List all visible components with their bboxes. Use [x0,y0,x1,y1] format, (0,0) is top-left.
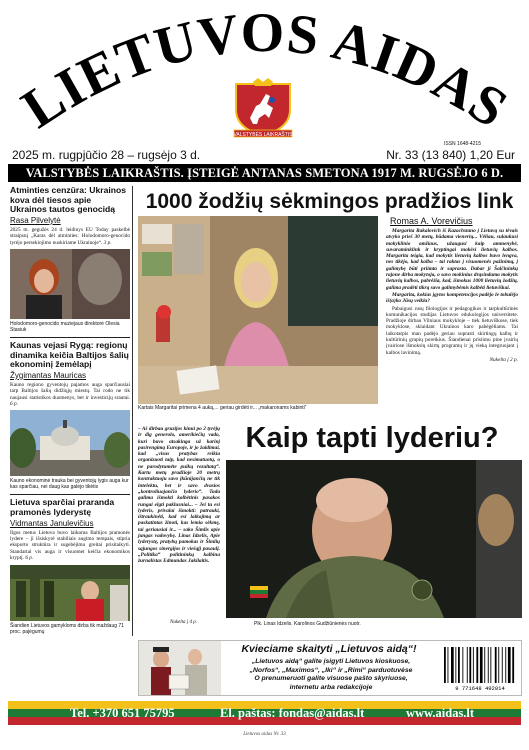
promo-title: Kvieciame skaityti „Lietuvos aidą“! [241,643,417,655]
story-body: Kauno regiono gyventojų pajamos auga sparčiausiai tarp Baltijos šalių didžiųjų miestų. Tai rodo ne tik naujausi statistikos duomenys, bet ir investicijų srautai. 6 p. [10,381,130,407]
svg-text:9 771648 492014: 9 771648 492014 [455,685,505,691]
interview-photo-caption: Plk. Linas Idzelis. Karolinos Gudžiūnienės nuotr. [254,621,361,627]
main-story-text [386,228,518,363]
continued-note[interactable]: Nukelta į 4 p. [170,620,197,625]
left-column [10,186,130,750]
divider [10,494,130,495]
story-headline[interactable]: Kaunas vejasi Rygą: regionų dinamika keičia Baltijos šalių ekonominį žemėlapį [10,340,129,370]
footer-email[interactable]: El. paštas: fondas@aidas.lt [220,706,365,720]
issue-date: 2025 m. rugpjūčio 28 – rugsėjo 3 d. [12,148,201,162]
promo-text: „Lietuvos aidą“ galite įsigyti Lietuvos kioskuose, „Norfos“, „Maximos“, „Iki“ ir „Rimi“ parduotuvėse O prenumeruoti galite visuose pašto skyriuose, internetu arba redakcijoje [249,658,413,691]
subscription-promo[interactable] [138,640,522,696]
issn: ISSN 1648-4215 [444,141,481,147]
story-photo [10,249,130,319]
photo-caption: Šiandien Lietuvos gamykloms dirba tik maždaug 71 proc. pajėgumų [10,622,124,635]
vytis-crest-icon [228,78,298,140]
story-lead: Margarita Rakalovich iš Kazachstano į Lietuvą su tėvais atvyko prieš 30 metų, būdama vienerių... Vėliau, sulaukusi mokyklinio amžiaus, užaugusi kaip ammenybė, suvaraminklink ir kryptingai mokėsi lietuvių kalbos. Margarita teigia, kad mokytis lietuvių kalbos buvo lengva, nes tikėjo, kad kalba – tai raktas į visuomenės pažinimą, į galimybę būti priimta ir suprasta. Dabar ji Šalčininkų rajone dirba mokytoja, o savo mokinius drąsindama mokytis lietuvių kalbos, pabrėžia, kad, išmokus 1000 lietuvių žodžių, galima pradėti tikrą savo galimybėmis kalbėti lietuviškai. [386,228,518,291]
continued-note[interactable]: Nukelta į 2 p. [489,356,518,363]
story-headline[interactable]: Atminties cenzūra: Ukrainos kova dėl tiesos apie Ukrainos tautos genocidą [10,185,127,215]
footer-phone[interactable]: Tel. +370 651 75795 [70,706,175,720]
story-headline[interactable]: Lietuva sparčiai praranda pramonės lyderystę [10,497,115,517]
main-story-author: Romas A. Vorevičius [390,216,473,226]
story-photo [10,565,130,621]
barcode-icon [442,645,518,691]
secondary-headline[interactable]: Kaip tapti lyderiu? [245,422,499,454]
crest-banner-text: VALSTYBĖS LAIKRAŠTIS [233,131,293,138]
footer-website[interactable]: www.aidas.lt [406,706,475,720]
story-body: Ilgus metus Lietuva buvo laikoma Baltijos pramonės lydere – ji išsiskyrė stabiliais augimo tempais, stipria eksporto struktūra ir sugebėjimu greitai prisitaikyti. Standartai vis auga ir visuomet keičia ekonomikos kryptį. 6 p. [10,529,130,562]
column-divider [132,186,133,636]
interview-photo [226,460,522,618]
main-photo-caption: Kartais Margaritai primena 4 auką,... geriau girdėti ir... „makaronams kabinti“ [138,405,307,411]
promo-photo [139,641,221,695]
story-body: Pabaigusi rusų filologijos ir pedagogikos ir tarpkultūrinės komunikacijos studijas Lietuvos edukologijos universitete. Pradžioje dirbau Vilniaus mokykloje – tiek lietuviškose, tiek mokyklose, sklaidant Ukrainos karo pabėgėliams. Tai laikotarpis man padėjo geriau suprasti skirtingų kalbų ir kultūrinių grupių poreikius. Šiandienai prisiimu pine įvairių įvairiose išmokslų skirtų programų ir jų vieką integruojant į kalbos lavinimą. [386,305,518,356]
left-story-2[interactable] [10,341,130,490]
left-story-1[interactable] [10,186,130,333]
footer-contacts [8,701,521,725]
masthead-title-text: LIETUVOS AIDAS [11,2,519,141]
left-story-3[interactable] [10,498,130,634]
story-photo [10,410,130,476]
motto-bar: VALSTYBĖS LAIKRAŠTIS. ĮSTEIGĖ ANTANAS SMETONA 1917 M. RUGSĖJO 6 D. [8,164,521,182]
photo-caption: Holodomoro-genocido muziejaus direktorė Olesia Stasiuk [10,321,120,333]
interview-intro: – Aš dirbau gruzijos kinui po 2 tyrėjų ir dig generolo, amerikiečių vado, kuri buvo atsakinga už karinį pasirengimą Europoje, ir jo žaidimai, kad „visus pratybas reikia organizuoti taip, kad nesimatuotų, o ne parodytumėte puikų rezultatą“. Kartu metų pradžioje 20 metrų kontraktuoju savo įkūnijančių ne tik intelektu, bet ir savo dvasios „kontroliuojančio lyderio“. Tada galima išmokti kalbėtinis pasakos rungai elgti paklusniai... – Jei tu esi lyderis, privalai išmokti: patrauki, ištraukinėti, kad esi laikojimą ar paskatintas žinoti, kas lemia sėkmę, tai geriausiai ir... – sako Šimlis apie jungas vadovybę. Linas Idzelis, Apie lyderystę, pratybų pamokas ir Šimlių sąjungos sinergijos ir viešąjį pasaulį. „Politika“ politininkų kalbina žurnalistas Edmundas Jakilaitis. [138,426,220,565]
divider [10,337,130,338]
photo-caption: Kauno ekonominė trauka bei gyventojų lygis auga kur kas sparčiau, nei daug kas galėjo tikėtis [10,478,129,491]
interview-question: Margarita, kokias įgytos kompetencijos padėjo le tobulėjo iš(a)ko Jūsų veikla? [386,291,518,305]
footer-page-note: Lietuvos aidas Nr. 33 [243,732,286,737]
main-headline[interactable]: 1000 žodžių sėkmingos pradžios link [145,190,514,213]
story-author: Žygimantas Mauricas [10,370,87,380]
story-author: Rasa Pilvelytė [10,215,61,225]
main-story-photo [138,216,378,404]
story-author: Vidmantas Janulevičius [10,518,94,528]
story-body: 2025 m. gegužės 24 d. leidinys EU Today paskelbė straipsnį „Karas dėl atminties: Holodomoro-genocido tyrėjo persekiojimo nuskiriame Ukrainoje“. 3 p. [10,226,130,246]
issue-number-price: Nr. 33 (13 840) 1,20 Eur [386,148,515,162]
